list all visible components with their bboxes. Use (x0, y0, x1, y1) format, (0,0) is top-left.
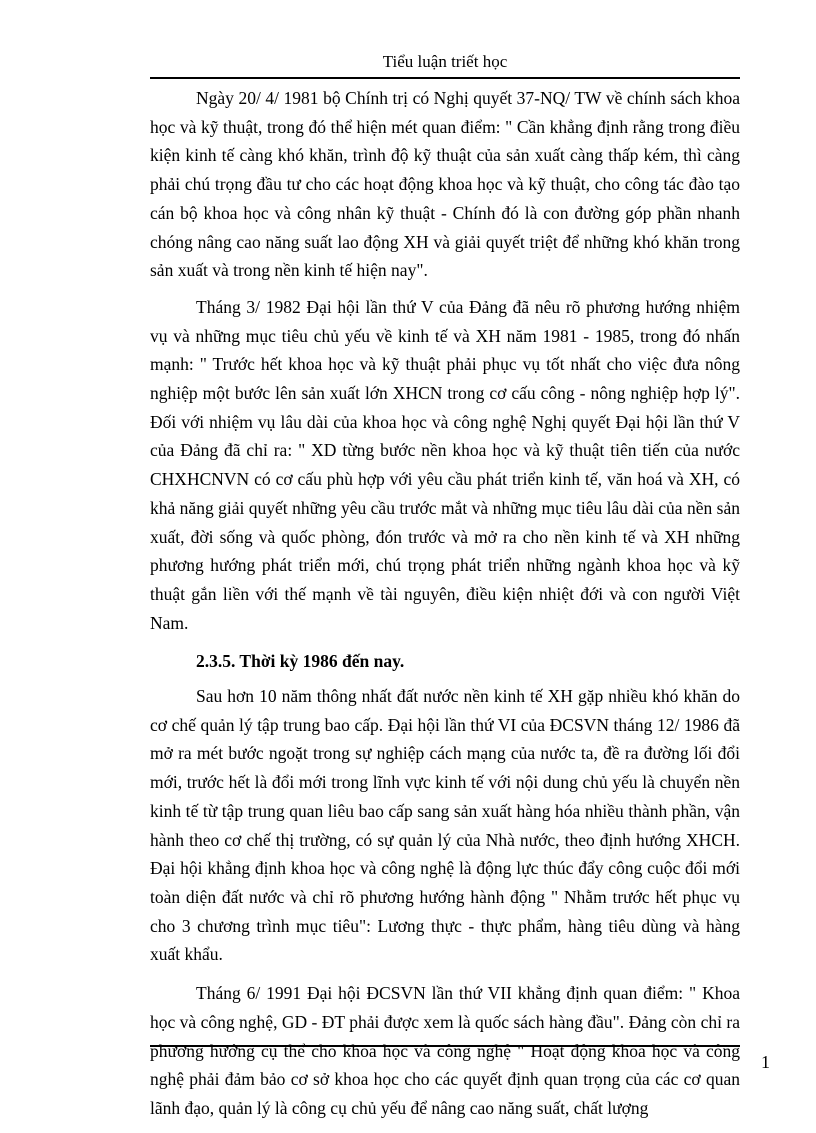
paragraph-1981-resolution: Ngày 20/ 4/ 1981 bộ Chính trị có Nghị quyết 37-NQ/ TW về chính sách khoa học và kỹ thuật, trong đó thể hiện mét quan điểm: " Cần khẳng định rằng trong điều kiện kinh tế càng khó khăn, trình độ kỹ thuật của sản xuất càng thấp kém, thì càng phải chú trọng đầu tư cho các hoạt động khoa học và kỹ thuật, cho công tác đào tạo cán bộ khoa học và công nhân kỹ thuật - Chính đó là con đường góp phần nhanh chóng nâng cao năng suất lao động XH và giải quyết triệt để những khó khăn trong sản xuất và trong nền kinh tế hiện nay". (150, 88, 740, 281)
section-heading-2-3-5: 2.3.5. Thời kỳ 1986 đến nay. (196, 651, 405, 672)
header-divider (150, 77, 740, 79)
paragraph-doi-moi-1986: Sau hơn 10 năm thông nhất đất nước nền kinh tế XH gặp nhiều khó khăn do cơ chế quản lý tập trung bao cấp. Đại hội lần thứ VI của ĐCSVN tháng 12/ 1986 đã mở ra mét bước ngoặt trong sự nghiệp cách mạng của nước ta, đề ra đường lối đổi mới, trước hết là đổi mới trong lĩnh vực kinh tế với nội dung chủ yếu là chuyển nền kinh tế từ tập trung quan liêu bao cấp sang sản xuất hàng hóa nhiều thành phần, vận hành theo cơ chế thị trường, có sự quản lý của Nhà nước, theo định hướng XHCH. Đại hội khẳng định khoa học và công nghệ là động lực thúc đẩy công cuộc đổi mới toàn diện đất nước và chỉ rõ phương hướng hành động " Nhằm trước hết phục vụ cho 3 chương trình mục tiêu": Lương thực - thực phẩm, hàng tiêu dùng và hàng xuất khẩu. (150, 686, 740, 965)
paragraph-1991-congress: Tháng 6/ 1991 Đại hội ĐCSVN lần thứ VII khẳng định quan điểm: " Khoa học và công nghệ, GD - ĐT phải được xem là quốc sách hàng đầu". Đảng còn chỉ ra phương hướng cụ thể cho khoa học và công nghệ " Hoạt động khoa học và công nghệ phải đảm bảo cơ sở khoa học cho các quyết định quan trọng của các cơ quan lãnh đạo, quản lý là công cụ chủ yếu để nâng cao năng suất, chất lượng (150, 983, 740, 1118)
paragraph-1982-congress: Tháng 3/ 1982 Đại hội lần thứ V của Đảng đã nêu rõ phương hướng nhiệm vụ và những mục tiêu chủ yếu về kinh tế và XH năm 1981 - 1985, trong đó nhấn mạnh: " Trước hết khoa học và kỹ thuật phải phục vụ tốt nhất cho việc đưa nông nghiệp một bước lên sản xuất lớn XHCN trong cơ cấu công - nông nghiệp hợp lý". Đối với nhiệm vụ lâu dài của khoa học và công nghệ Nghị quyết Đại hội lần thứ V của Đảng đã chỉ ra: " XD từng bước nền khoa học và kỹ thuật tiên tiến của nước CHXHCNVN có cơ cấu phù hợp với yêu cầu phát triển kinh tế, văn hoá và XH, có khả năng giải quyết những yêu cầu trước mắt và những mục tiêu lâu dài của nền sản xuất, đời sống và quốc phòng, đón trước và mở ra cho nền kinh tế và XH những phương hướng phát triển mới, chú trọng phát triển những ngành khoa học và kỹ thuật gắn liền với thế mạnh về tài nguyên, điều kiện nhiệt đới và con người Việt Nam. (150, 296, 740, 633)
page-header-title: Tiểu luận triết học (382, 52, 508, 71)
footer-divider (150, 1045, 740, 1047)
document-body (150, 84, 740, 1133)
page-number: 1 (761, 1052, 770, 1072)
